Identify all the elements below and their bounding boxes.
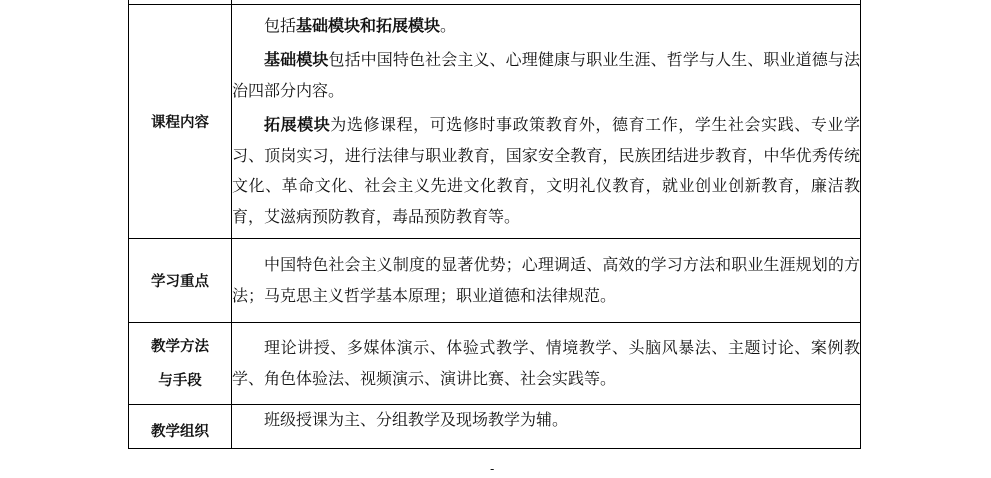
paragraph-teaching-organization (232, 405, 860, 436)
table-row-course-content (129, 5, 861, 239)
text-run: 包括 (264, 15, 297, 35)
page-number: - (490, 462, 495, 476)
content-cell-teaching-organization (232, 405, 861, 449)
text-run: 。 (440, 15, 457, 35)
row-label-teaching-methods (129, 323, 232, 405)
row-label-course-content (129, 5, 232, 239)
paragraph-modules-overview (232, 11, 860, 42)
content-cell-teaching-methods (232, 323, 861, 405)
text-run: 为选修课程，可选修时事政策教育外，德育工作，学生社会实践、专业学习、顶岗实习，进行法律与职业教育，国家安全教育，民族团结进步教育，中华优秀传统文化、革命文化、社会主义先进文化教育，文明礼仪教育，就业创业创新教育，廉洁教育，艾滋病预防教育，毒品预防教育等。 (232, 115, 860, 226)
text-run: 理论讲授、多媒体演示、体验式教学、情境教学、头脑风暴法、主题讨论、案例教学、角色体验法、视频演示、演讲比赛、社会实践等。 (232, 338, 860, 388)
text-run: 包括中国特色社会主义、心理健康与职业生涯、哲学与人生、职业道德与法治四部分内容。 (232, 50, 860, 100)
course-table (128, 0, 861, 449)
bold-text-run: 基础模块和拓展模块 (296, 15, 441, 35)
text-run: 中国特色社会主义制度的显著优势；心理调适、高效的学习方法和职业生涯规划的方法；马克思主义哲学基本原理；职业道德和法律规范。 (232, 255, 860, 305)
table-row-learning-focus (129, 239, 861, 323)
bold-text-run: 基础模块 (264, 50, 329, 70)
paragraph-learning-focus (232, 250, 860, 311)
row-label-learning-focus (129, 239, 232, 323)
label-text-line-1: 教学方法 (151, 338, 209, 355)
text-run: 班级授课为主、分组教学及现场教学为辅。 (264, 410, 569, 429)
label-text-line-2: 与手段 (158, 372, 202, 389)
label-text: 课程内容 (151, 115, 209, 131)
paragraph-basic-module (232, 45, 860, 106)
content-cell-course-content (232, 5, 861, 239)
table-row-teaching-methods (129, 323, 861, 405)
label-text: 学习重点 (151, 274, 209, 290)
label-text: 教学组织 (151, 424, 209, 440)
content-cell-learning-focus (232, 239, 861, 323)
bold-text-run: 拓展模块 (264, 115, 331, 135)
table-row-teaching-organization (129, 405, 861, 449)
paragraph-teaching-methods (232, 333, 860, 394)
paragraph-extension-module (232, 110, 860, 232)
row-label-teaching-organization (129, 405, 232, 449)
